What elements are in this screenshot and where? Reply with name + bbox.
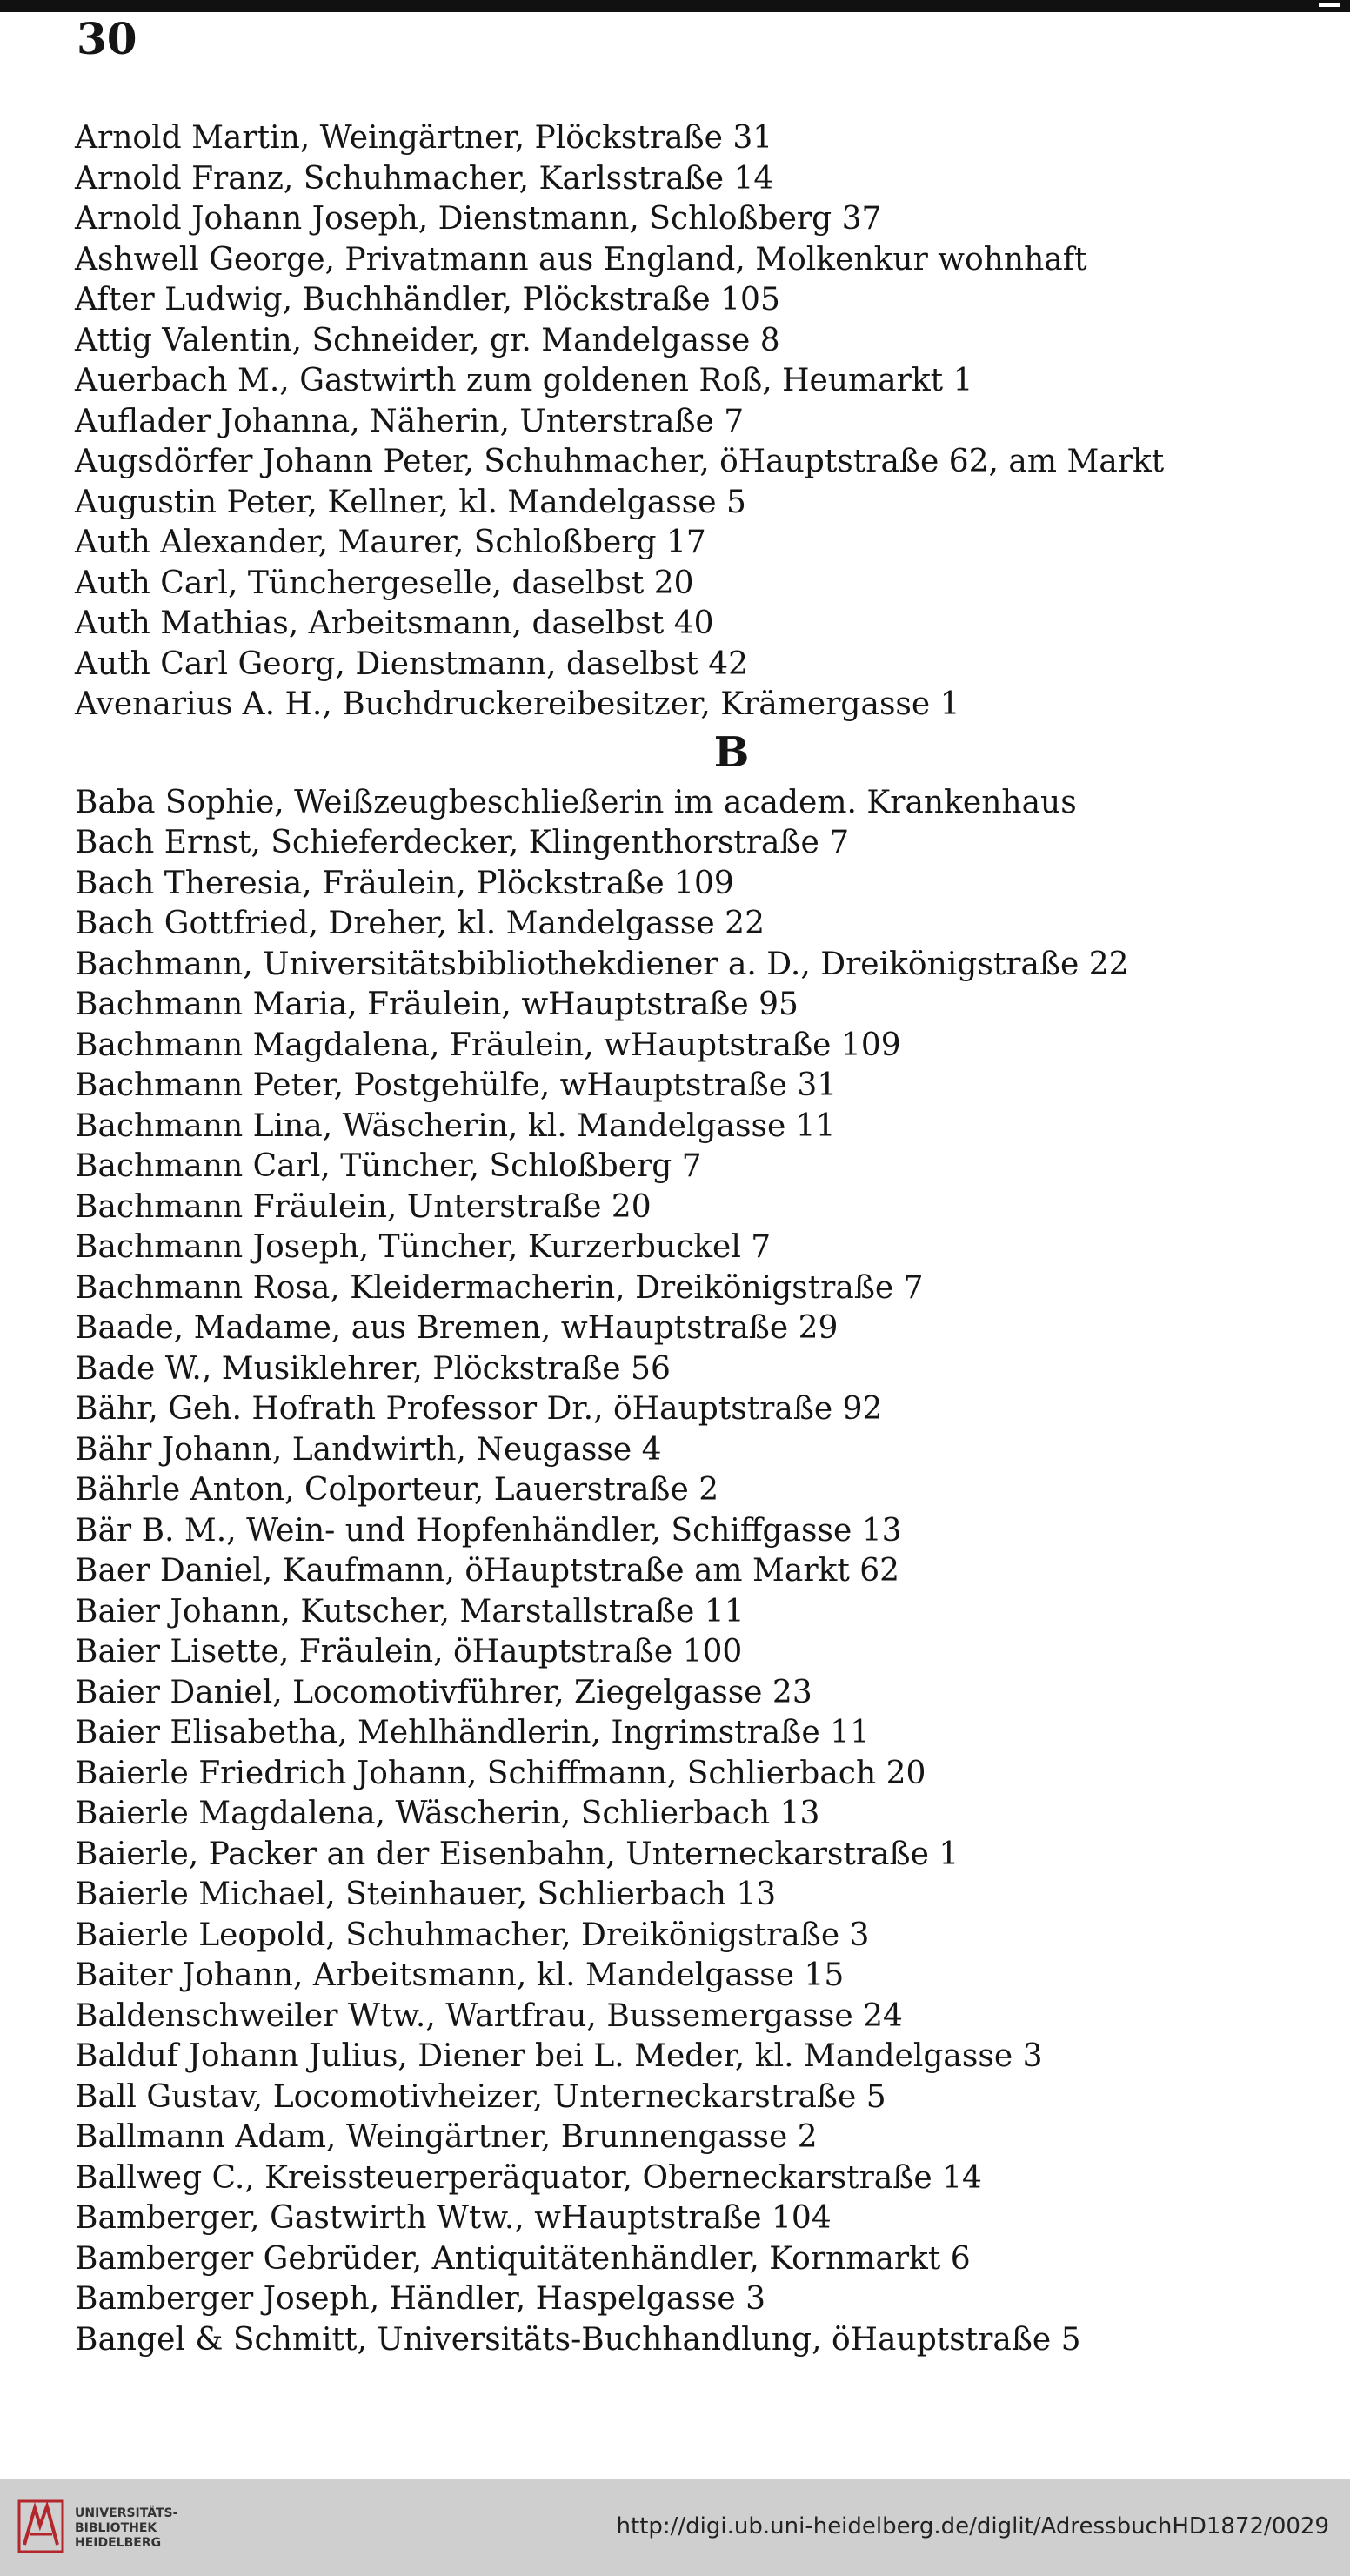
university-library-logo-icon (17, 2499, 64, 2553)
directory-entry: Bähr, Geh. Hofrath Professor Dr., öHauptstraße 92 (75, 1391, 883, 1427)
directory-entry: Bachmann Joseph, Tüncher, Kurzerbuckel 7 (75, 1229, 772, 1265)
directory-entry: Bach Theresia, Fräulein, Plöckstraße 109 (75, 865, 734, 901)
directory-entry: Bär B. M., Wein- und Hopfenhändler, Schiffgasse 13 (75, 1512, 902, 1549)
entries-section-a (75, 118, 1310, 726)
logo-line: UNIVERSITÄTS- (75, 2506, 178, 2520)
directory-entry: Augustin Peter, Kellner, kl. Mandelgasse 5 (75, 484, 746, 520)
directory-entry: Bachmann Peter, Postgehülfe, wHauptstraße 31 (75, 1067, 838, 1103)
directory-entry: Bähr Johann, Landwirth, Neugasse 4 (75, 1431, 662, 1468)
directory-entry: Auth Alexander, Maurer, Schloßberg 17 (75, 525, 706, 560)
directory-entry: Bamberger Gebrüder, Antiquitätenhändler, Kornmarkt 6 (75, 2240, 971, 2277)
directory-entry: Baierle Michael, Steinhauer, Schlierbach 13 (75, 1877, 777, 1912)
directory-entry: Bährle Anton, Colporteur, Lauerstraße 2 (75, 1472, 719, 1508)
directory-entry: Baba Sophie, Weißzeugbeschließerin im academ. Krankenhaus (75, 784, 1077, 820)
directory-entry: After Ludwig, Buchhändler, Plöckstraße 105 (75, 282, 780, 318)
directory-entry: Bach Gottfried, Dreher, kl. Mandelgasse 22 (75, 906, 765, 941)
directory-entry: Auflader Johanna, Näherin, Unterstraße 7 (75, 403, 745, 439)
directory-entry: Avenarius A. H., Buchdruckereibesitzer, Krämergasse 1 (75, 686, 960, 722)
directory-entry: Bachmann Maria, Fräulein, wHauptstraße 95 (75, 987, 799, 1022)
source-url-link[interactable]: http://digi.ub.uni-heidelberg.de/diglit/AdressbuchHD1872/0029 (616, 2513, 1329, 2539)
directory-entry: Bachmann Lina, Wäscherin, kl. Mandelgasse 11 (75, 1107, 836, 1144)
directory-entry: Bachmann Rosa, Kleidermacherin, Dreikönigstraße 7 (75, 1269, 924, 1306)
logo-line: HEIDELBERG (75, 2536, 162, 2550)
top-border (0, 0, 1350, 12)
directory-entry: Baierle Friedrich Johann, Schiffmann, Schlierbach 20 (75, 1755, 926, 1791)
directory-entry: Baier Daniel, Locomotivführer, Ziegelgasse 23 (75, 1674, 812, 1710)
directory-entry: Baier Elisabetha, Mehlhändlerin, Ingrimstraße 11 (75, 1715, 870, 1750)
directory-entry: Bachmann Fräulein, Unterstraße 20 (75, 1188, 652, 1225)
directory-entry: Baier Johann, Kutscher, Marstallstraße 11 (75, 1593, 745, 1629)
directory-entry: Ashwell George, Privatmann aus England, Molkenkur wohnhaft (75, 241, 1087, 278)
directory-entries (75, 118, 1310, 2360)
directory-entry: Baiter Johann, Arbeitsmann, kl. Mandelgasse 15 (75, 1957, 845, 1993)
directory-entry: Auth Carl Georg, Dienstmann, daselbst 42 (75, 646, 749, 682)
directory-entry: Bamberger, Gastwirth Wtw., wHauptstraße 104 (75, 2200, 832, 2236)
directory-entry: Baier Lisette, Fräulein, öHauptstraße 100 (75, 1634, 743, 1669)
directory-entry: Baierle Leopold, Schuhmacher, Dreikönigstraße 3 (75, 1917, 870, 1953)
entries-section-b (75, 783, 1310, 2361)
logo-line: BIBLIOTHEK (75, 2521, 157, 2535)
directory-entry: Bachmann, Universitätsbibliothekdiener a. D., Dreikönigstraße 22 (75, 946, 1129, 982)
library-logo-text (75, 2506, 177, 2551)
directory-entry: Bamberger Joseph, Händler, Haspelgasse 3 (75, 2281, 765, 2317)
section-heading-b: B (713, 727, 750, 777)
page-number: 30 (77, 13, 137, 64)
directory-entry: Balduf Johann Julius, Diener bei L. Meder, kl. Mandelgasse 3 (75, 2038, 1043, 2074)
directory-entry: Arnold Johann Joseph, Dienstmann, Schloßberg 37 (75, 201, 882, 237)
directory-entry: Bangel & Schmitt, Universitäts-Buchhandlung, öHauptstraße 5 (75, 2321, 1081, 2358)
footer-bar (0, 2479, 1350, 2576)
directory-entry: Ball Gustav, Locomotivheizer, Unterneckarstraße 5 (75, 2078, 886, 2115)
directory-entry: Arnold Franz, Schuhmacher, Karlsstraße 14 (75, 160, 774, 197)
directory-entry: Baade, Madame, aus Bremen, wHauptstraße 29 (75, 1310, 839, 1346)
directory-entry: Bachmann Carl, Tüncher, Schloßberg 7 (75, 1148, 702, 1184)
directory-entry: Baierle Magdalena, Wäscherin, Schlierbach 13 (75, 1796, 820, 1831)
directory-entry: Bachmann Magdalena, Fräulein, wHauptstraße 109 (75, 1027, 901, 1063)
directory-entry: Attig Valentin, Schneider, gr. Mandelgasse 8 (75, 322, 780, 358)
directory-entry: Auerbach M., Gastwirth zum goldenen Roß, Heumarkt 1 (75, 363, 973, 398)
directory-entry: Baierle, Packer an der Eisenbahn, Unterneckarstraße 1 (75, 1836, 959, 1872)
directory-entry: Auth Mathias, Arbeitsmann, daselbst 40 (75, 606, 714, 641)
directory-entry: Bade W., Musiklehrer, Plöckstraße 56 (75, 1350, 671, 1387)
directory-entry: Ballweg C., Kreissteuerperäquator, Oberneckarstraße 14 (75, 2159, 982, 2196)
directory-entry: Arnold Martin, Weingärtner, Plöckstraße 31 (75, 120, 773, 156)
directory-entry: Baldenschweiler Wtw., Wartfrau, Bussemergasse 24 (75, 1997, 903, 2034)
directory-entry: Bach Ernst, Schieferdecker, Klingenthorstraße 7 (75, 825, 850, 860)
directory-entry: Baer Daniel, Kaufmann, öHauptstraße am Markt 62 (75, 1553, 900, 1589)
top-border-mark (1319, 3, 1340, 7)
directory-entry: Augsdörfer Johann Peter, Schuhmacher, öHauptstraße 62, am Markt (75, 444, 1165, 479)
directory-entry: Ballmann Adam, Weingärtner, Brunnengasse 2 (75, 2119, 818, 2155)
directory-entry: Auth Carl, Tünchergeselle, daselbst 20 (75, 565, 694, 601)
